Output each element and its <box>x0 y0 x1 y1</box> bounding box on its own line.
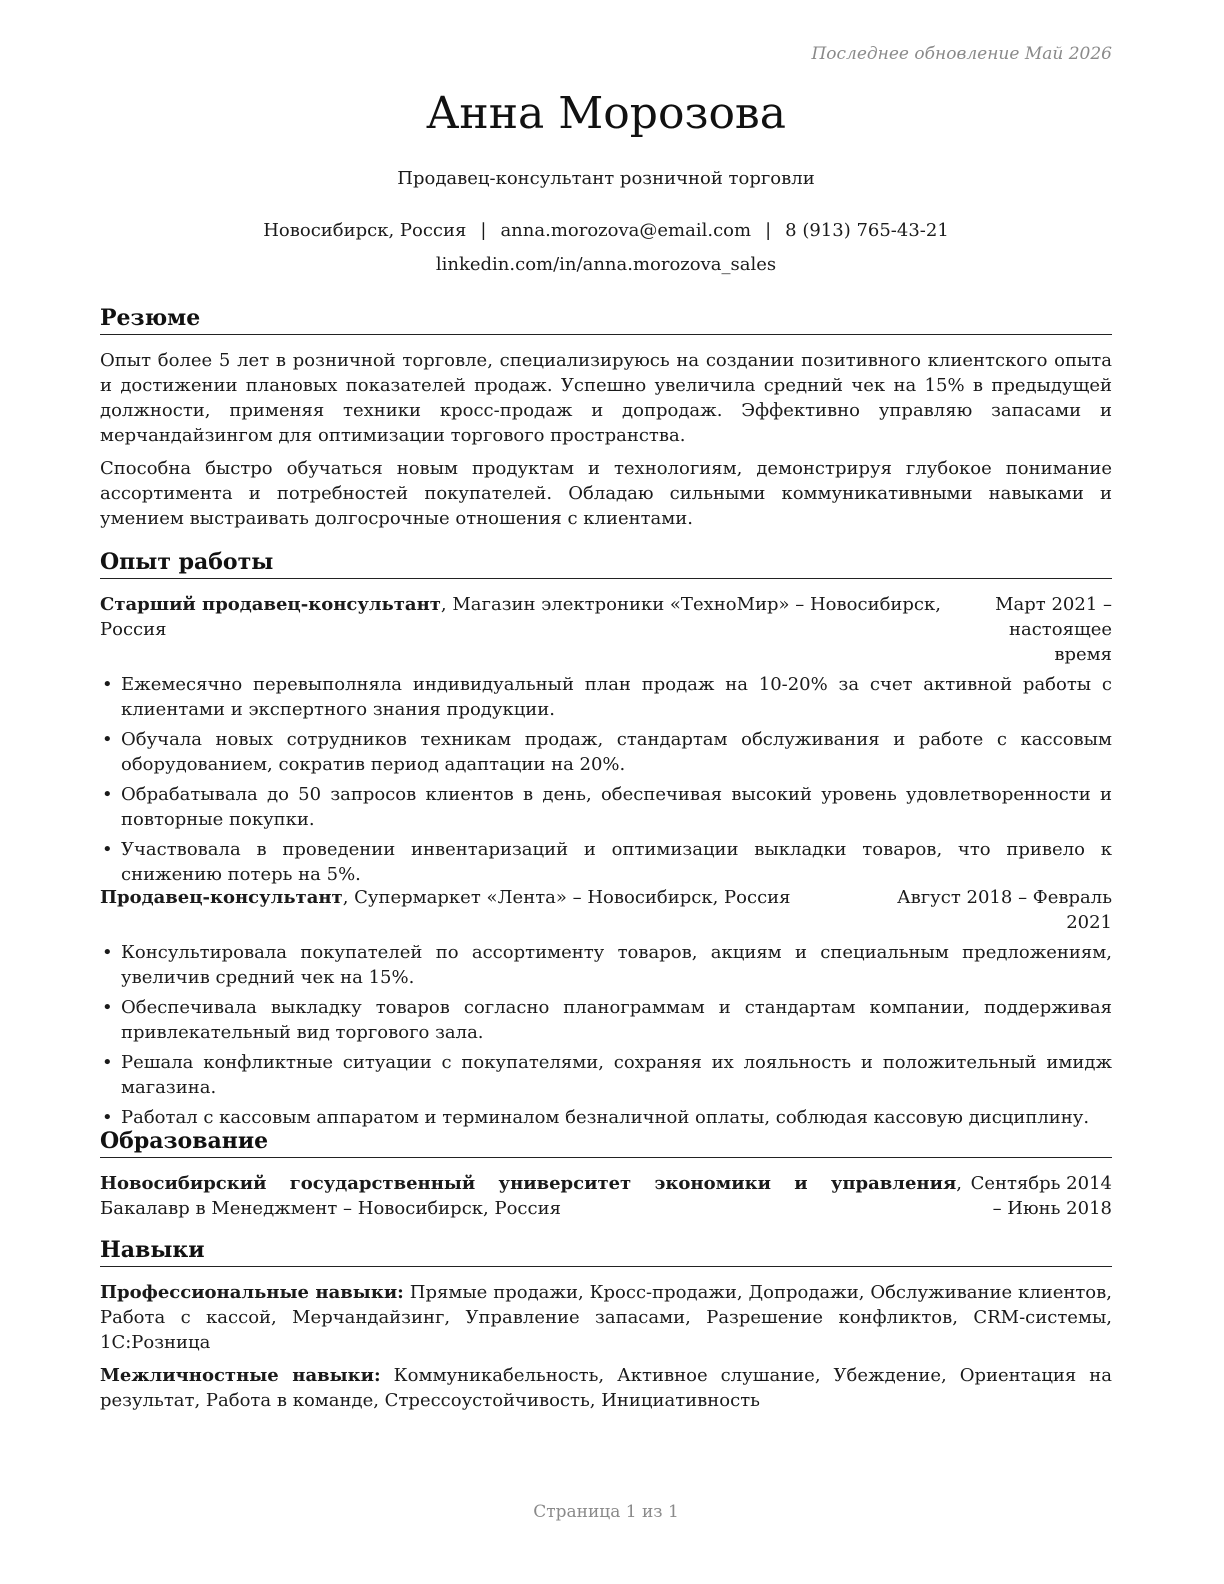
list-item: • Решала конфликтные ситуации с покупателями, сохраняя их лояльность и положительный имидж магазина. <box>100 1050 1112 1100</box>
job-employer: , Магазин электроники «ТехноМир» – Новосибирск, Россия <box>100 594 941 640</box>
list-item: • Консультировала покупателей по ассортименту товаров, акциям и специальным предложениям, увеличив средний чек на 15%. <box>100 940 1112 990</box>
institution: Новосибирский государственный университет экономики и управления <box>100 1173 957 1194</box>
job-entry <box>100 885 1112 1135</box>
list-item: • Ежемесячно перевыполняла индивидуальный план продаж на 10-20% за счет активной работы с клиентами и экспертного знания продукции. <box>100 672 1112 722</box>
section-title-education: Образование <box>100 1126 1112 1158</box>
skills-section <box>100 1280 1112 1413</box>
job-dates: Август 2018 – Февраль 2021 <box>896 887 1112 933</box>
job-dates: Март 2021 – настоящее время <box>995 594 1112 665</box>
degree: , Бакалавр в Менеджмент – Новосибирск, Россия <box>100 1173 962 1219</box>
section-title-skills: Навыки <box>100 1235 1112 1267</box>
interpersonal-skills-label: Межличностные навыки: <box>100 1365 381 1386</box>
list-item: • Обучала новых сотрудников техникам продаж, стандартам обслуживания и работе с кассовым оборудованием, сократив период адаптации на 20%. <box>100 727 1112 777</box>
separator: | <box>765 220 772 241</box>
job-bullets <box>100 672 1112 887</box>
list-item: • Обрабатывала до 50 запросов клиентов в день, обеспечивая высокий уровень удовлетворенности и повторные покупки. <box>100 782 1112 832</box>
candidate-name: Анна Морозова <box>426 88 786 139</box>
email-link[interactable]: anna.morozova@email.com <box>500 220 752 241</box>
job-position: Старший продавец-консультант <box>100 594 441 615</box>
list-item: • Обеспечивала выкладку товаров согласно планограммам и стандартам компании, поддерживая привлекательный вид торгового зала. <box>100 995 1112 1045</box>
summary-paragraph: Опыт более 5 лет в розничной торговле, специализируюсь на создании позитивного клиентского опыта и достижении плановых показателей продаж. Успешно увеличила средний чек на 15% в предыдущей должности, применяя техники кросс-продаж и допродаж. Эффективно управляю запасами и мерчандайзингом для оптимизации торгового пространства. <box>100 350 1112 446</box>
page-number: Страница 1 из 1 <box>533 1502 679 1522</box>
linkedin-link[interactable]: linkedin.com/in/anna.morozova_sales <box>435 254 777 275</box>
job-bullets <box>100 940 1112 1130</box>
education-entry <box>100 1171 1112 1221</box>
candidate-role: Продавец-консультант розничной торговли <box>397 168 815 189</box>
contact-line <box>100 220 1112 241</box>
summary-section <box>100 348 1112 531</box>
location: Новосибирск, Россия <box>263 220 467 241</box>
summary-paragraph: Способна быстро обучаться новым продуктам и технологиям, демонстрируя глубокое понимание ассортимента и потребностей покупателей. Обладаю сильными коммуникативными навыками и умением выстраивать долгосрочные отношения с клиентами. <box>100 458 1112 529</box>
professional-skills-label: Профессиональные навыки: <box>100 1282 404 1303</box>
professional-skills-list: Прямые продажи, Кросс-продажи, Допродажи, Обслуживание клиентов, Работа с кассой, Мерчандайзинг, Управление запасами, Разрешение конфликтов, CRM-системы, 1С:Розница <box>100 1282 1113 1353</box>
section-title-summary: Резюме <box>100 303 1112 335</box>
last-updated: Последнее обновление Май 2026 <box>811 44 1112 64</box>
job-entry <box>100 592 1112 892</box>
education-dates: Сентябрь 2014 – Июнь 2018 <box>970 1173 1112 1219</box>
phone: 8 (913) 765-43-21 <box>785 220 949 241</box>
section-title-experience: Опыт работы <box>100 547 1112 579</box>
job-position: Продавец-консультант <box>100 887 343 908</box>
list-item: • Участвовала в проведении инвентаризаций и оптимизации выкладки товаров, что привело к снижению потерь на 5%. <box>100 837 1112 887</box>
professional-skills <box>100 1280 1112 1355</box>
separator: | <box>480 220 487 241</box>
job-employer: , Супермаркет «Лента» – Новосибирск, Россия <box>342 887 791 908</box>
interpersonal-skills-list: Коммуникабельность, Активное слушание, Убеждение, Ориентация на результат, Работа в команде, Стрессоустойчивость, Инициативность <box>100 1365 1112 1411</box>
resume-page <box>100 0 1112 1584</box>
job-header <box>100 885 1112 935</box>
list-item: • Работал с кассовым аппаратом и терминалом безналичной оплаты, соблюдая кассовую дисциплину. <box>100 1105 1112 1130</box>
interpersonal-skills <box>100 1363 1112 1413</box>
job-header <box>100 592 1112 667</box>
